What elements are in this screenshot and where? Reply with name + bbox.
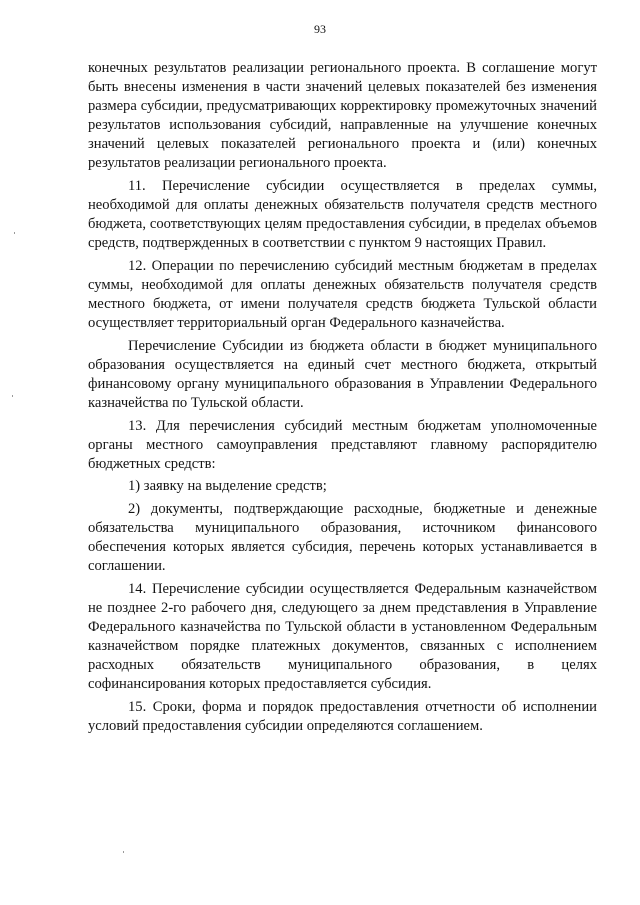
list-item-13-2: 2) документы, подтверждающие расходные, бюджетные и денежные обязательства муниципального образования, источником финансового обеспечения которых является субсидия, перечень которых устанавливается в соглашении. bbox=[88, 501, 597, 575]
list-item-13-1: 1) заявку на выделение средств; bbox=[128, 478, 327, 495]
paragraph-item-11: 11. Перечисление субсидии осуществляется в пределах суммы, необходимой для оплаты денежных обязательств получателя средств местного бюджета, соответствующих целям предоставления субсидии, в пределах объемов средств, подтвержденных в соответствии с пунктом 9 настоящих Правил. bbox=[88, 178, 597, 252]
paragraph-item-12: 12. Операции по перечислению субсидий местным бюджетам в пределах суммы, необходимой для оплаты денежных обязательств получателя средств местного бюджета, от имени получателя средств бюджета Тульской области осуществляет территориальный орган Федерального казначейства. bbox=[88, 257, 597, 332]
scan-artifact-mark bbox=[12, 395, 13, 397]
paragraph-item-14: 14. Перечисление субсидии осуществляется Федеральным казначейством не позднее 2-го рабочего дня, следующего за днем представления в Управление Федерального казначейства по Тульской области в установленном Федеральным казначейством порядке платежных документов, связанных с исполнением расходных обязательств муниципального образования, в целях софинансирования которых предоставляется субсидия. bbox=[88, 580, 597, 693]
scan-artifact-mark bbox=[14, 232, 15, 234]
document-body bbox=[88, 59, 597, 740]
paragraph-item-13: 13. Для перечисления субсидий местным бюджетам уполномоченные органы местного самоуправления представляют главному распорядителю бюджетных средств: bbox=[88, 417, 597, 472]
paragraph-continuation: конечных результатов реализации регионального проекта. В соглашение могут быть внесены изменения в части значений целевых показателей без изменения размера субсидии, предусматривающих корректировку промежуточных значений результатов использования субсидий, направленные на улучшение конечных значений целевых показателей регионального проекта и (или) конечных результатов реализации регионального проекта. bbox=[88, 60, 597, 172]
scan-artifact-mark bbox=[123, 851, 124, 853]
paragraph-item-15: 15. Сроки, форма и порядок предоставления отчетности об исполнении условий предоставления субсидии определяются соглашением. bbox=[88, 699, 597, 735]
paragraph-item-12-transfer: Перечисление Субсидии из бюджета области в бюджет муниципального образования осуществляется на единый счет местного бюджета, открытый финансовому органу муниципального образования в Управлении Федерального казначейства по Тульской области. bbox=[88, 337, 597, 412]
page-number: 93 bbox=[314, 22, 326, 36]
